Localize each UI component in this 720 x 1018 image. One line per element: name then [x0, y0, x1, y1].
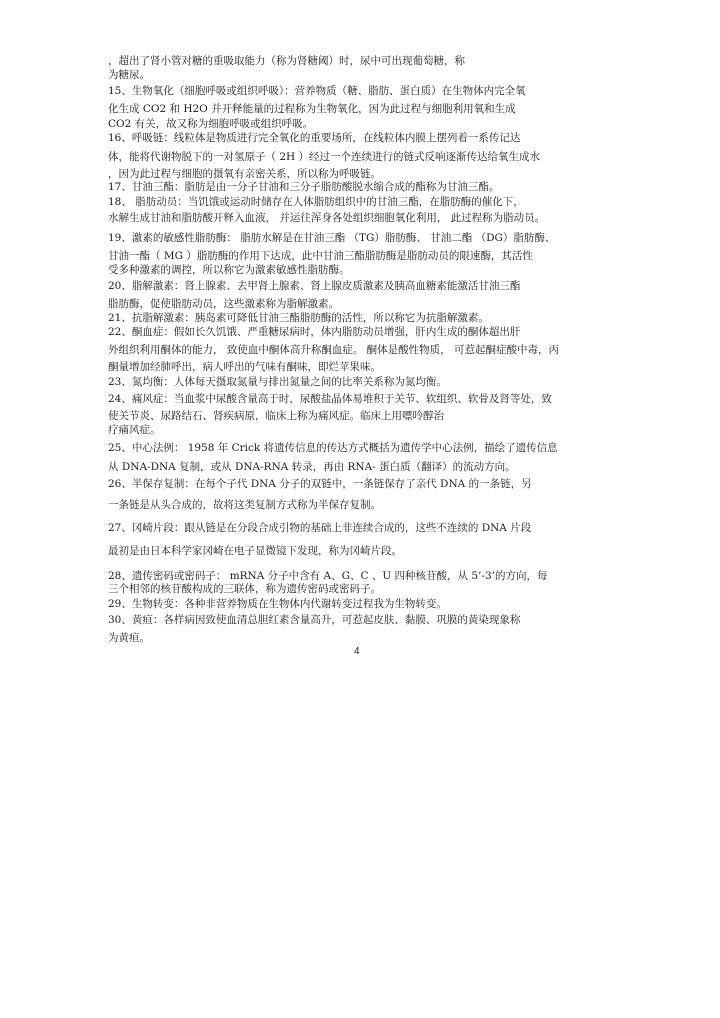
text-line: 化生成 CO2 和 H2O 并开释能量的过程称为生物氧化，因为此过程与细胞利用氧和生成: [108, 103, 516, 115]
text-line: 脂肪酶，促使脂肪动员，这些激素称为脂解激素。: [108, 298, 339, 310]
text-line: 体，能将代谢物脱下的一对氢原子（ 2H ）经过一个连续进行的链式反响逐渐传达给氧生成水: [108, 151, 541, 163]
text-line: 24、痛风症：当血浆中尿酸含量高于时，尿酸盐晶体易堆积于关节、软组织、软骨及肾等处，致: [108, 393, 552, 405]
text-line: 16、呼吸链：线粒体是物质进行完全氧化的重要场所，在线粒体内膜上摆列着一系传记达: [108, 132, 521, 144]
text-line: 25、中心法例： 1958 年 Crick 将遗传信息的传达方式概括为遗传学中心法例，描绘了遗传信息: [108, 442, 558, 454]
page-number: 4: [354, 646, 360, 657]
text-line: 27、冈崎片段：跟从链是在分段合成引物的基础上非连续合成的，这些不连续的 DNA 片段: [108, 522, 532, 534]
text-line: 21、抗脂解激素：胰岛素可降低甘油三酯脂肪酶的活性，所以称它为抗脂解激素。: [108, 312, 489, 324]
text-line: 使关节炎、尿路结石、肾疾病原，临床上称为痛风症。临床上用嘌呤醇治: [108, 410, 444, 422]
text-line: 17、甘油三酯：脂肪是由一分子甘油和三分子脂肪酸脱水缩合成的酯称为甘油三酯。: [108, 181, 500, 193]
text-line: 一条链是从头合成的，故将这类复制方式称为半保存复制。: [108, 499, 381, 511]
text-line: 30、黄疸：各样病因致使血清总胆红素含量高升，可惹起皮肤、黏膜、巩膜的黄染现象称: [108, 614, 521, 626]
text-line: ，因为此过程与细胞的摄氧有亲密关系，所以称为呼吸链。: [108, 168, 381, 180]
text-line: 20、脂解激素：肾上腺素、去甲肾上腺素、肾上腺皮质激素及胰高血糖素能激活甘油三酯: [108, 280, 521, 292]
text-line: 18、 脂肪动员：当饥饿或运动时储存在人体脂肪组织中的甘油三酯，在脂肪酶的催化下，: [108, 196, 524, 208]
text-line: 酮量增加经肺呼出，病人呼出的气味有酮味，即烂苹果味。: [108, 361, 381, 373]
text-line: 28、遗传密码或密码子： mRNA 分子中含有 A、G、C 、U 四种核苷酸，从 5’-3’的方向，每: [108, 570, 548, 582]
text-line: 甘油一酯（ MG ）脂肪酶的作用下达成，此中甘油三酯脂肪酶是脂肪动员的限速酶，其活性: [108, 250, 533, 262]
text-line: 26、半保存复制：在每个子代 DNA 分子的双链中，一条链保存了亲代 DNA 的一条链，另: [108, 478, 532, 490]
text-line: 三个相邻的核苷酸构成的三联体，称为遗传密码或密码子。: [108, 583, 381, 595]
text-line: CO2 有关，故又称为细胞呼吸或组织呼吸。: [108, 118, 314, 130]
text-line: 为黄疸。: [108, 632, 150, 644]
text-line: 19、激素的敏感性脂肪酶： 脂肪水解是在甘油三酯 （TG）脂肪酶、 甘油二酯 （DG）脂肪酶、: [108, 232, 556, 244]
text-line: 从 DNA-DNA 复制，或从 DNA-RNA 转录，再由 RNA- 蛋白质（翻译）的流动方向。: [108, 461, 516, 473]
text-line: 水解生成甘油和脂肪酸开释入血液， 并运往浑身各处组织细胞氧化利用， 此过程称为脂动员。: [108, 212, 546, 224]
text-line: 22、酮血症：假如长久饥饿、严重糖尿病时，体内脂肪动员增强，肝内生成的酮体超出肝: [108, 326, 521, 338]
text-line: 15、生物氧化（细胞呼吸或组织呼吸）：营养物质（糖、脂肪、蛋白质）在生物体内完全氧: [108, 85, 526, 97]
text-line: 为糖尿。: [108, 69, 150, 81]
text-line: 疗痛风症。: [108, 424, 161, 436]
text-line: 23、氮均衡：人体每天摄取氮量与排出氮量之间的比率关系称为氮均衡。: [108, 376, 447, 388]
text-line: 最初是由日本科学家冈崎在电子显微镜下发现，称为冈崎片段。: [108, 545, 402, 557]
text-line: 外组织利用酮体的能力， 致使血中酮体高升称酮血症。 酮体是酸性物质， 可惹起酮症酸中毒，丙: [108, 344, 560, 356]
text-line: ，超出了肾小管对糖的重吸取能力（称为肾糖阈）时，尿中可出现葡萄糖，称: [108, 55, 465, 67]
text-line: 受多种激素的调控，所以称它为激素敏感性脂肪酶。: [108, 264, 350, 276]
text-line: 29、生物转变：各种非营养物质在生物体内代谢转变过程我为生物转变。: [108, 598, 447, 610]
